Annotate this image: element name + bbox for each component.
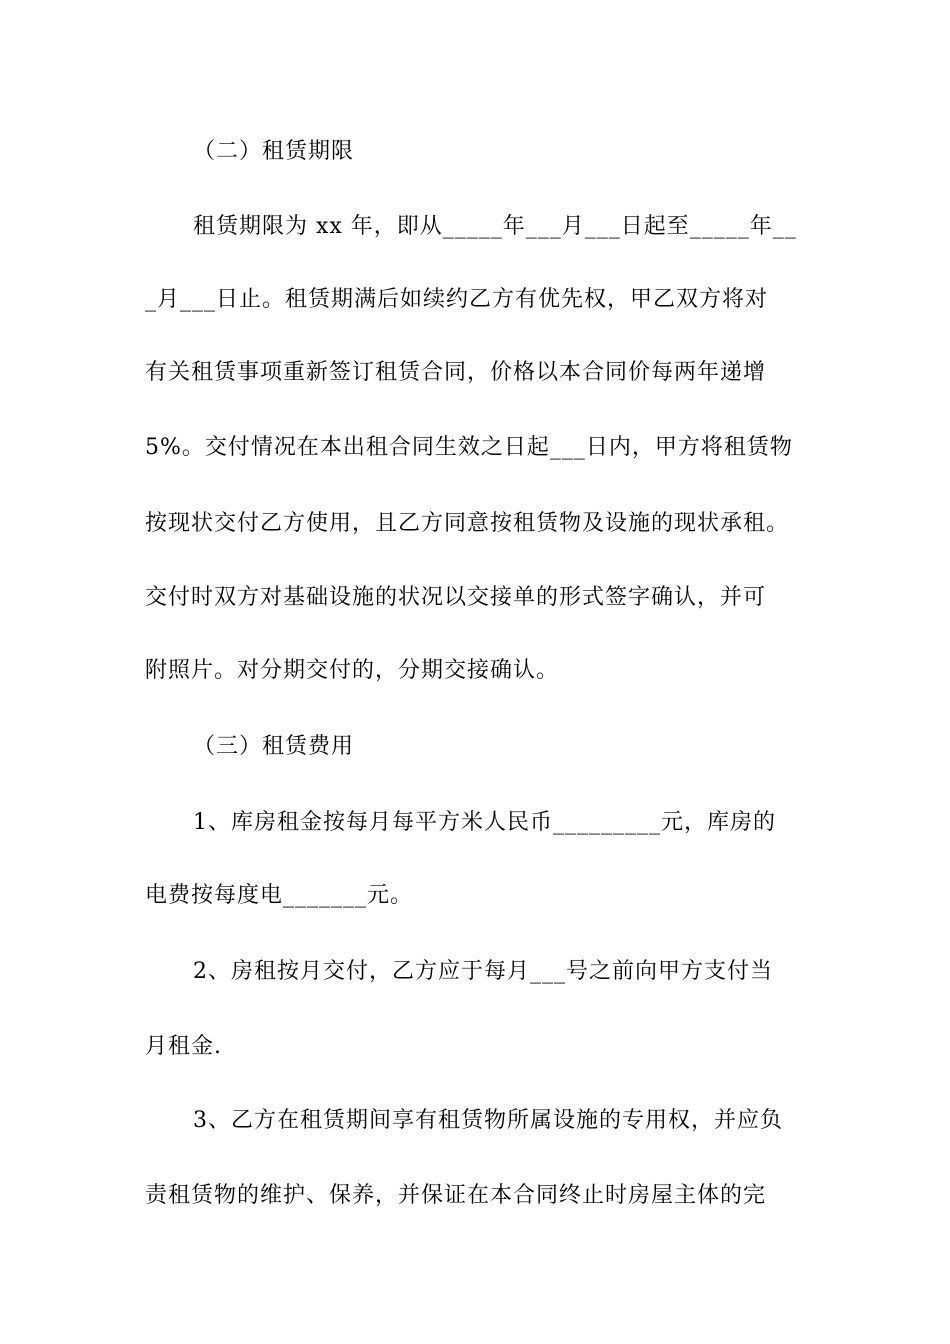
paragraph-line: 电费按每度电_______元。 xyxy=(145,883,414,908)
paragraph-line: 责租赁物的维护、保养，并保证在本合同终止时房屋主体的完 xyxy=(145,1183,767,1208)
paragraph-line: 3、乙方在租赁期间享有租赁物所属设施的专用权，并应负 xyxy=(193,1108,783,1133)
section-heading-lease-fees: （三）租赁费用 xyxy=(193,734,355,759)
section-heading-lease-term: （二）租赁期限 xyxy=(193,139,355,164)
paragraph-line: 月租金. xyxy=(145,1034,222,1059)
paragraph-line: 附照片。对分期交付的，分期交接确认。 xyxy=(145,658,560,683)
paragraph-line: 2、房租按月交付，乙方应于每月___号之前向甲方支付当 xyxy=(193,959,773,984)
paragraph-line: _月___日止。租赁期满后如续约乙方有优先权，甲乙双方将对 xyxy=(145,287,769,312)
paragraph-line: 租赁期限为 xx 年，即从_____年___月___日起至_____年__ xyxy=(193,214,797,239)
paragraph-line: 按现状交付乙方使用，且乙方同意按租赁物及设施的现状承租。 xyxy=(145,511,790,536)
paragraph-line: 有关租赁事项重新签订租赁合同，价格以本合同价每两年递增 xyxy=(145,360,767,385)
paragraph-line: 5%。交付情况在本出租合同生效之日起___日内，甲方将租赁物 xyxy=(145,435,793,460)
paragraph-line: 1、库房租金按每月每平方米人民币_________元，库房的 xyxy=(193,810,776,835)
paragraph-line: 交付时双方对基础设施的状况以交接单的形式签字确认，并可 xyxy=(145,585,767,610)
